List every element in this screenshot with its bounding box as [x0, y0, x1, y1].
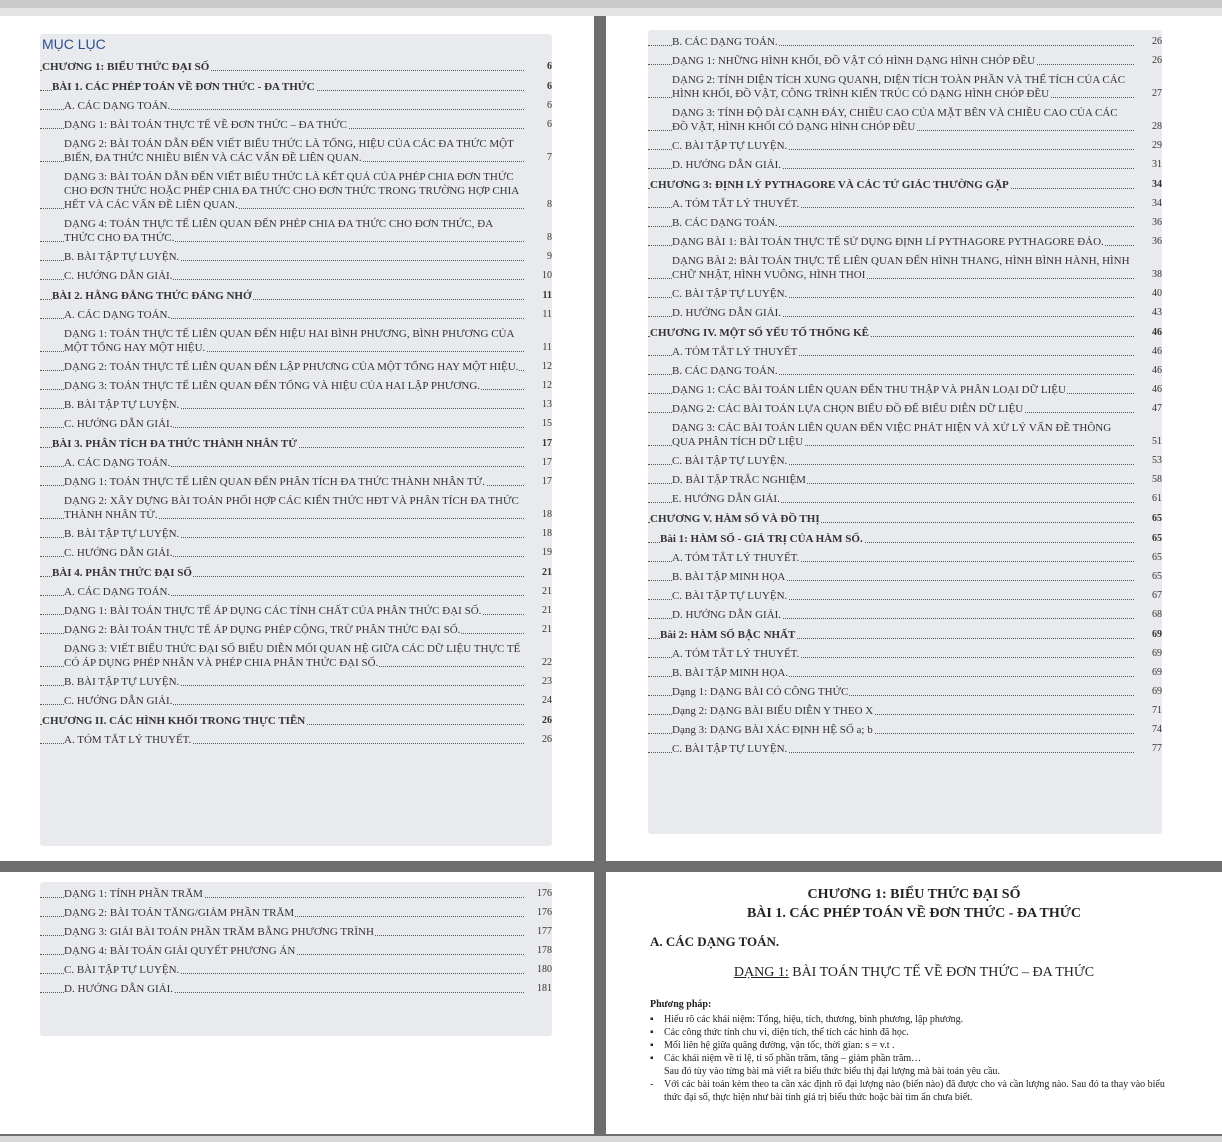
toc-entry-page: 23 [542, 676, 552, 687]
toc-entry-page: 69 [1152, 667, 1162, 678]
toc-entry[interactable] [40, 437, 552, 451]
toc-entry-page: 46 [1152, 365, 1162, 376]
toc-entry[interactable] [648, 742, 1162, 756]
toc-entry-title: DẠNG BÀI 2: BÀI TOÁN THỰC TẾ LIÊN QUAN ĐẾN HÌNH THANG, HÌNH BÌNH HÀNH, HÌNH CHỮ NHẬT, HÌNH VUÔNG, HÌNH THOI [672, 255, 1130, 281]
toc-entry[interactable] [40, 585, 552, 599]
toc-entry-page: 47 [1152, 403, 1162, 414]
ruler-bar [0, 0, 1222, 8]
toc-entry-page: 71 [1152, 705, 1162, 716]
toc-entry-page: 31 [1152, 159, 1162, 170]
table-of-contents-continued [648, 30, 1162, 834]
toc-entry-title: C. HƯỚNG DẪN GIẢI. [64, 547, 173, 559]
toc-entry[interactable] [648, 532, 1162, 546]
toc-entry-title: Dạng 1: DẠNG BÀI CÓ CÔNG THỨC [672, 686, 849, 698]
toc-entry-page: 22 [542, 657, 552, 668]
toc-entry[interactable] [648, 345, 1162, 359]
toc-entry-title: A. TÓM TẮT LÝ THUYẾT. [672, 198, 800, 210]
toc-entry-page: 8 [547, 199, 552, 210]
toc-entry-page: 36 [1152, 217, 1162, 228]
toc-entry-title: DẠNG BÀI 1: BÀI TOÁN THỰC TẾ SỬ DỤNG ĐỊNH LÍ PYTHAGORE PYTHAGORE ĐẢO. [672, 236, 1104, 248]
toc-entry-title: A. TÓM TẮT LÝ THUYẾT [672, 346, 798, 358]
toc-entry-title: D. HƯỚNG DẪN GIẢI. [672, 307, 782, 319]
toc-entry-title: A. TÓM TẮT LÝ THUYẾT. [672, 552, 800, 564]
dang-label: DẠNG 1: [733, 965, 789, 980]
dang-heading [606, 964, 1222, 982]
toc-entry-page: 6 [547, 81, 552, 92]
method-bullet [650, 1026, 1172, 1039]
bullet-marker: ▪ [650, 1027, 654, 1038]
toc-entry[interactable] [648, 454, 1162, 468]
dang-title: BÀI TOÁN THỰC TẾ VỀ ĐƠN THỨC – ĐA THỨC [788, 965, 1095, 980]
toc-entry-page: 26 [1152, 36, 1162, 47]
toc-entry-page: 46 [1152, 327, 1162, 338]
toc-entry[interactable] [40, 925, 552, 939]
toc-entry-page: 178 [537, 945, 552, 956]
toc-entry-title: DẠNG 2: CÁC BÀI TOÁN LỰA CHỌN BIỂU ĐỒ ĐỂ BIỂU DIỄN DỮ LIỆU [672, 403, 1024, 415]
toc-entry[interactable] [40, 475, 552, 489]
toc-entry-title: B. BÀI TẬP MINH HỌA [672, 571, 786, 583]
toc-entry-title: A. CÁC DẠNG TOÁN. [64, 309, 171, 321]
section-heading: A. CÁC DẠNG TOÁN. [650, 934, 780, 949]
toc-entry-page: 17 [542, 438, 552, 449]
toc-entry-title: CHƯƠNG V. HÀM SỐ VÀ ĐỒ THỊ [650, 513, 820, 525]
toc-entry[interactable] [40, 906, 552, 920]
toc-entry-page: 6 [547, 119, 552, 130]
toc-entry-title: A. CÁC DẠNG TOÁN. [64, 457, 171, 469]
toc-entry[interactable] [648, 235, 1162, 249]
toc-entry-title: DẠNG 2: BÀI TOÁN THỰC TẾ ÁP DỤNG PHÉP CỘNG, TRỪ PHÂN THỨC ĐẠI SỐ. [64, 624, 461, 636]
toc-entry-page: 26 [542, 734, 552, 745]
toc-entry-title: Bài 1: HÀM SỐ - GIÁ TRỊ CỦA HÀM SỐ. [660, 533, 863, 545]
toc-entry[interactable] [648, 54, 1162, 68]
bullet-marker: ▪ [650, 1014, 654, 1025]
toc-entry-title: DẠNG 3: CÁC BÀI TOÁN LIÊN QUAN ĐẾN VIỆC PHÁT HIỆN VÀ XỬ LÝ VẤN ĐỀ THÔNG QUA PHÂN TÍCH DỮ LIỆU [672, 422, 1112, 448]
toc-entry[interactable] [648, 106, 1162, 134]
toc-entry-title: BÀI 1. CÁC PHÉP TOÁN VỀ ĐƠN THỨC - ĐA THỨC [52, 81, 315, 93]
bullet-text: Hiểu rõ các khái niệm: Tổng, hiệu, tích, thương, bình phương, lập phương. [664, 1014, 964, 1025]
toc-entry-title: E. HƯỚNG DẪN GIẢI. [672, 493, 780, 505]
toc-entry[interactable] [648, 723, 1162, 737]
toc-entry[interactable] [40, 546, 552, 560]
chapter-heading: CHƯƠNG 1: BIỂU THỨC ĐẠI SỐ [807, 887, 1021, 902]
toc-entry[interactable] [40, 456, 552, 470]
toc-entry-page: 51 [1152, 436, 1162, 447]
status-bar [0, 1136, 1222, 1142]
toc-entry-title: A. TÓM TẮT LÝ THUYẾT. [64, 734, 192, 746]
document-page-4 [606, 872, 1222, 1134]
toc-entry-title: DẠNG 2: TÍNH DIỆN TÍCH XUNG QUANH, DIỆN TÍCH TOÀN PHẦN VÀ THỂ TÍCH CỦA CÁC HÌNH KHỐI, ĐỒ VẬT, CÔNG TRÌNH KIẾN TRÚC CÓ DẠNG HÌNH CHÓP ĐỀU [672, 74, 1126, 100]
toc-entry-page: 40 [1152, 288, 1162, 299]
toc-entry[interactable] [40, 80, 552, 94]
toc-entry[interactable] [40, 604, 552, 618]
toc-entry-page: 18 [542, 528, 552, 539]
toc-entry-title: Dạng 2: DẠNG BÀI BIỂU DIỄN Y THEO X [672, 705, 874, 717]
toc-entry-page: 177 [537, 926, 552, 937]
toc-entry[interactable] [648, 421, 1162, 449]
toc-entry-title: DẠNG 3: BÀI TOÁN DẪN ĐẾN VIẾT BIỂU THỨC LÀ KẾT QUẢ CỦA PHÉP CHIA ĐƠN THỨC CHO ĐƠN THỨC HOẶC PHÉP CHIA ĐA THỨC CHO ĐƠN THỨC TRONG TRƯỜNG HỢP CHIA HẾT VÀ CÁC VẤN ĐỀ LIÊN QUAN. [64, 171, 520, 211]
method-bullet [650, 1078, 1172, 1104]
toc-entry[interactable] [40, 417, 552, 431]
toc-entry-title: C. BÀI TẬP TỰ LUYỆN. [672, 288, 788, 300]
toc-entry-page: 6 [547, 100, 552, 111]
toc-entry-page: 18 [542, 509, 552, 520]
bullet-text: Sau đó tùy vào từng bài mà viết ra biểu thức biểu thị đại lượng mà bài toán yêu cầu. [664, 1066, 1000, 1077]
toc-entry[interactable] [40, 694, 552, 708]
toc-entry[interactable] [40, 360, 552, 374]
bullet-text: Mối liên hệ giữa quãng đường, vận tốc, thời gian: s = v.t . [664, 1040, 895, 1051]
toc-entry-page: 36 [1152, 236, 1162, 247]
toc-entry[interactable] [648, 158, 1162, 172]
toc-entry-page: 65 [1152, 513, 1162, 524]
toc-entry-page: 13 [542, 399, 552, 410]
toc-entry[interactable] [648, 666, 1162, 680]
toc-entry-title: C. HƯỚNG DẪN GIẢI. [64, 270, 173, 282]
toc-entry-title: DẠNG 1: BÀI TOÁN THỰC TẾ ÁP DỤNG CÁC TÍNH CHẤT CỦA PHÂN THỨC ĐẠI SỐ. [64, 605, 482, 617]
method-bullets [650, 1013, 1172, 1104]
toc-entry-page: 9 [547, 251, 552, 262]
toc-entry[interactable] [648, 35, 1162, 49]
toc-title: MỤC LỤC [42, 36, 106, 52]
toc-entry-page: 27 [1152, 88, 1162, 99]
toc-entry[interactable] [648, 589, 1162, 603]
toc-list-page-1 [40, 60, 552, 747]
toc-entry[interactable] [648, 287, 1162, 301]
toc-entry-title: C. HƯỚNG DẪN GIẢI. [64, 695, 173, 707]
toc-entry-title: C. HƯỚNG DẪN GIẢI. [64, 418, 173, 430]
toc-entry[interactable] [40, 963, 552, 977]
toc-entry-title: DẠNG 1: CÁC BÀI TOÁN LIÊN QUAN ĐẾN THU THẬP VÀ PHÂN LOẠI DỮ LIỆU [672, 384, 1066, 396]
toc-entry-title: B. BÀI TẬP MINH HỌA. [672, 667, 789, 679]
toc-entry-title: B. BÀI TẬP TỰ LUYỆN. [64, 251, 180, 263]
toc-entry-page: 11 [542, 290, 552, 301]
toc-entry-title: DẠNG 2: TOÁN THỰC TẾ LIÊN QUAN ĐẾN LẬP PHƯƠNG CỦA MỘT TỔNG HAY MỘT HIỆU. [64, 361, 519, 373]
toc-entry[interactable] [648, 704, 1162, 718]
ruler-bar-lower [0, 8, 1222, 16]
toc-entry-page: 21 [542, 586, 552, 597]
toc-entry-title: BÀI 3. PHÂN TÍCH ĐA THỨC THÀNH NHÂN TỬ [52, 438, 297, 450]
toc-entry-page: 17 [542, 457, 552, 468]
toc-entry-title: DẠNG 2: XÂY DỰNG BÀI TOÁN PHỐI HỢP CÁC KIẾN THỨC HĐT VÀ PHÂN TÍCH ĐA THỨC THÀNH NHÂN TỬ. [64, 495, 519, 521]
toc-entry-page: 61 [1152, 493, 1162, 504]
toc-entry[interactable] [648, 551, 1162, 565]
toc-entry-title: CHƯƠNG 1: BIỂU THỨC ĐẠI SỐ [42, 61, 210, 73]
toc-entry[interactable] [648, 608, 1162, 622]
toc-entry[interactable] [648, 364, 1162, 378]
toc-entry[interactable] [648, 216, 1162, 230]
toc-entry-title: DẠNG 3: TÍNH ĐỘ DÀI CẠNH ĐÁY, CHIỀU CAO CỦA MẶT BÊN VÀ CHIỀU CAO CỦA CÁC ĐỒ VẬT, HÌNH KHỐI CÓ DẠNG HÌNH CHÓP ĐỀU [672, 107, 1118, 133]
toc-entry[interactable] [648, 647, 1162, 661]
toc-entry-page: 69 [1152, 648, 1162, 659]
toc-entry-title: BÀI 4. PHÂN THỨC ĐẠI SỐ [52, 567, 192, 579]
toc-entry-title: A. CÁC DẠNG TOÁN. [64, 586, 171, 598]
toc-entry[interactable] [40, 289, 552, 303]
toc-list-page-2 [648, 35, 1162, 756]
toc-entry[interactable] [648, 512, 1162, 526]
toc-entry[interactable] [40, 733, 552, 747]
toc-entry[interactable] [40, 217, 552, 245]
lesson-heading: BÀI 1. CÁC PHÉP TOÁN VỀ ĐƠN THỨC - ĐA THỨC [746, 906, 1082, 921]
toc-entry-page: 68 [1152, 609, 1162, 620]
toc-entry-title: DẠNG 3: TOÁN THỰC TẾ LIÊN QUAN ĐẾN TỔNG VÀ HIỆU CỦA HAI LẬP PHƯƠNG. [64, 380, 481, 392]
toc-entry-title: CHƯƠNG II. CÁC HÌNH KHỐI TRONG THỰC TIỄN [42, 715, 306, 727]
toc-entry-page: 77 [1152, 743, 1162, 754]
method-bullet [650, 1013, 1172, 1026]
toc-entry-page: 67 [1152, 590, 1162, 601]
toc-entry-page: 11 [542, 309, 552, 320]
toc-entry[interactable] [40, 308, 552, 322]
method-bullet [650, 1065, 1172, 1078]
toc-entry[interactable] [40, 494, 552, 522]
toc-entry-title: D. HƯỚNG DẪN GIẢI. [64, 983, 174, 995]
toc-entry-title: C. BÀI TẬP TỰ LUYỆN. [672, 590, 788, 602]
toc-entry-page: 69 [1152, 686, 1162, 697]
toc-entry-page: 46 [1152, 346, 1162, 357]
toc-entry-title: Dạng 3: DẠNG BÀI XÁC ĐỊNH HỆ SỐ a; b [672, 724, 873, 736]
toc-entry-title: DẠNG 2: BÀI TOÁN TĂNG/GIẢM PHẦN TRĂM [64, 907, 295, 919]
toc-entry-page: 180 [537, 964, 552, 975]
toc-entry[interactable] [40, 982, 552, 996]
toc-entry[interactable] [40, 118, 552, 132]
toc-entry-title: B. BÀI TẬP TỰ LUYỆN. [64, 399, 180, 411]
toc-entry-page: 8 [547, 232, 552, 243]
toc-entry-title: B. BÀI TẬP TỰ LUYỆN. [64, 528, 180, 540]
toc-entry-page: 19 [542, 547, 552, 558]
toc-entry-title: DẠNG 3: VIẾT BIỂU THỨC ĐẠI SỐ BIỂU DIỄN MỐI QUAN HỆ GIỮA CÁC DỮ LIỆU THỰC TẾ CÓ ÁP DỤNG PHÉP NHÂN VÀ PHÉP CHIA PHÂN THỨC ĐẠI SỐ. [64, 643, 521, 669]
method-bullet [650, 1052, 1172, 1065]
method-bullet [650, 1039, 1172, 1052]
toc-entry-title: DẠNG 1: NHỮNG HÌNH KHỐI, ĐỒ VẬT CÓ HÌNH DẠNG HÌNH CHÓP ĐỀU [672, 55, 1036, 67]
toc-entry-page: 12 [542, 361, 552, 372]
document-page-3 [0, 872, 594, 1134]
toc-entry[interactable] [648, 570, 1162, 584]
toc-entry-title: C. BÀI TẬP TỰ LUYỆN. [672, 140, 788, 152]
toc-entry[interactable] [648, 139, 1162, 153]
toc-entry-title: A. TÓM TẮT LÝ THUYẾT. [672, 648, 800, 660]
toc-entry-page: 28 [1152, 121, 1162, 132]
table-of-contents-end [40, 882, 552, 1036]
toc-entry-page: 34 [1152, 198, 1162, 209]
toc-entry[interactable] [40, 269, 552, 283]
toc-entry-page: 34 [1152, 179, 1162, 190]
toc-entry[interactable] [40, 137, 552, 165]
bullet-marker: ▪ [650, 1040, 654, 1051]
toc-entry[interactable] [648, 628, 1162, 642]
toc-entry-page: 29 [1152, 140, 1162, 151]
document-page-2 [606, 16, 1222, 861]
toc-entry[interactable] [648, 402, 1162, 416]
toc-entry-page: 15 [542, 418, 552, 429]
toc-entry-title: DẠNG 1: BÀI TOÁN THỰC TẾ VỀ ĐƠN THỨC – ĐA THỨC [64, 119, 348, 131]
toc-list-page-3 [40, 887, 552, 996]
toc-entry-title: CHƯƠNG IV. MỘT SỐ YẾU TỐ THỐNG KÊ [650, 327, 870, 339]
toc-entry-page: 65 [1152, 533, 1162, 544]
toc-entry-page: 43 [1152, 307, 1162, 318]
toc-entry-title: DẠNG 1: TOÁN THỰC TẾ LIÊN QUAN ĐẾN HIỆU HAI BÌNH PHƯƠNG, BÌNH PHƯƠNG CỦA MỘT TỔNG HAY MỘT HIỆU. [64, 328, 515, 354]
toc-entry[interactable] [648, 685, 1162, 699]
toc-entry[interactable] [40, 398, 552, 412]
toc-entry-page: 74 [1152, 724, 1162, 735]
toc-entry-page: 181 [537, 983, 552, 994]
toc-entry-page: 65 [1152, 571, 1162, 582]
method-label: Phương pháp: [650, 999, 712, 1010]
toc-entry-page: 26 [542, 715, 552, 726]
toc-entry[interactable] [40, 170, 552, 212]
toc-entry[interactable] [648, 306, 1162, 320]
toc-entry[interactable] [40, 327, 552, 355]
table-of-contents [40, 34, 552, 846]
toc-entry[interactable] [40, 944, 552, 958]
document-page-1 [0, 16, 594, 861]
toc-entry-page: 11 [542, 342, 552, 353]
toc-entry-page: 7 [547, 152, 552, 163]
toc-entry-page: 12 [542, 380, 552, 391]
toc-entry-title: A. CÁC DẠNG TOÁN. [64, 100, 171, 112]
toc-entry[interactable] [648, 178, 1162, 192]
toc-entry-title: DẠNG 4: TOÁN THỰC TẾ LIÊN QUAN ĐẾN PHÉP CHIA ĐA THỨC CHO ĐƠN THỨC, ĐA THỨC CHO ĐA THỨC. [64, 218, 494, 244]
toc-entry-page: 10 [542, 270, 552, 281]
toc-entry-title: B. CÁC DẠNG TOÁN. [672, 217, 778, 229]
toc-entry[interactable] [40, 887, 552, 901]
toc-entry-page: 65 [1152, 552, 1162, 563]
toc-entry-title: CHƯƠNG 3: ĐỊNH LÝ PYTHAGORE VÀ CÁC TỨ GIÁC THƯỜNG GẶP [650, 179, 1009, 191]
toc-entry-title: DẠNG 3: GIẢI BÀI TOÁN PHẦN TRĂM BẰNG PHƯƠNG TRÌNH [64, 926, 374, 938]
toc-entry-title: D. HƯỚNG DẪN GIẢI. [672, 609, 782, 621]
toc-entry-title: C. BÀI TẬP TỰ LUYỆN. [672, 743, 788, 755]
toc-entry-page: 21 [542, 624, 552, 635]
bullet-text: Các công thức tính chu vi, diện tích, thể tích các hình đã học. [664, 1027, 909, 1038]
toc-entry-page: 176 [537, 907, 552, 918]
toc-entry[interactable] [40, 60, 552, 74]
toc-entry[interactable] [40, 566, 552, 580]
toc-entry[interactable] [40, 379, 552, 393]
toc-entry-title: Bài 2: HÀM SỐ BẬC NHẤT [660, 629, 796, 641]
toc-entry[interactable] [40, 623, 552, 637]
toc-entry-page: 58 [1152, 474, 1162, 485]
toc-entry-title: B. BÀI TẬP TỰ LUYỆN. [64, 676, 180, 688]
toc-entry[interactable] [40, 675, 552, 689]
toc-entry-title: C. BÀI TẬP TỰ LUYỆN. [672, 455, 788, 467]
toc-entry-title: D. HƯỚNG DẪN GIẢI. [672, 159, 782, 171]
bullet-text: Các khái niệm về tỉ lệ, tỉ số phần trăm, tăng – giảm phần trăm… [664, 1053, 922, 1064]
bullet-marker: ▪ [650, 1053, 654, 1064]
toc-entry-title: C. BÀI TẬP TỰ LUYỆN. [64, 964, 180, 976]
toc-entry[interactable] [648, 326, 1162, 340]
toc-entry[interactable] [648, 197, 1162, 211]
toc-entry[interactable] [648, 254, 1162, 282]
toc-entry[interactable] [648, 492, 1162, 506]
toc-entry[interactable] [40, 642, 552, 670]
toc-entry-page: 38 [1152, 269, 1162, 280]
toc-entry-title: BÀI 2. HẰNG ĐẲNG THỨC ĐÁNG NHỚ [52, 290, 252, 302]
toc-entry-title: B. CÁC DẠNG TOÁN. [672, 36, 778, 48]
toc-entry-page: 53 [1152, 455, 1162, 466]
toc-entry-page: 46 [1152, 384, 1162, 395]
toc-entry-page: 69 [1152, 629, 1162, 640]
toc-entry-page: 176 [537, 888, 552, 899]
toc-entry-title: DẠNG 2: BÀI TOÁN DẪN ĐẾN VIẾT BIỂU THỨC LÀ TỔNG, HIỆU CỦA CÁC ĐA THỨC MỘT BIẾN, ĐA THỨC NHIỀU BIẾN VÀ CÁC VẤN ĐỀ LIÊN QUAN. [64, 138, 514, 164]
toc-entry-title: DẠNG 1: TÍNH PHẦN TRĂM [64, 888, 203, 900]
toc-entry-page: 24 [542, 695, 552, 706]
toc-entry[interactable] [40, 99, 552, 113]
toc-entry[interactable] [648, 383, 1162, 397]
toc-entry-title: B. CÁC DẠNG TOÁN. [672, 365, 778, 377]
toc-entry-page: 21 [542, 567, 552, 578]
toc-entry[interactable] [40, 250, 552, 264]
toc-entry[interactable] [648, 473, 1162, 487]
toc-entry-page: 6 [547, 61, 552, 72]
bullet-text: Với các bài toán kèm theo ta cần xác định rõ đại lượng nào (biến nào) đã được cho và cần lượng nào. Sau đó ta thay vào biểu thức đại số, thực hiện như bài tính giá trị biểu thức hoặc bài tìm ẩn chưa biết. [664, 1079, 1165, 1103]
toc-entry-page: 21 [542, 605, 552, 616]
toc-entry-title: DẠNG 4: BÀI TOÁN GIẢI QUYẾT PHƯƠNG ÁN [64, 945, 296, 957]
toc-entry[interactable] [648, 73, 1162, 101]
bullet-marker: - [650, 1079, 654, 1090]
toc-entry-title: DẠNG 1: TOÁN THỰC TẾ LIÊN QUAN ĐẾN PHÂN TÍCH ĐA THỨC THÀNH NHÂN TỬ. [64, 476, 485, 488]
toc-entry-page: 17 [542, 476, 552, 487]
toc-entry[interactable] [40, 527, 552, 541]
toc-entry-page: 26 [1152, 55, 1162, 66]
toc-entry-title: D. BÀI TẬP TRẮC NGHIỆM [672, 474, 806, 486]
toc-entry[interactable] [40, 714, 552, 728]
